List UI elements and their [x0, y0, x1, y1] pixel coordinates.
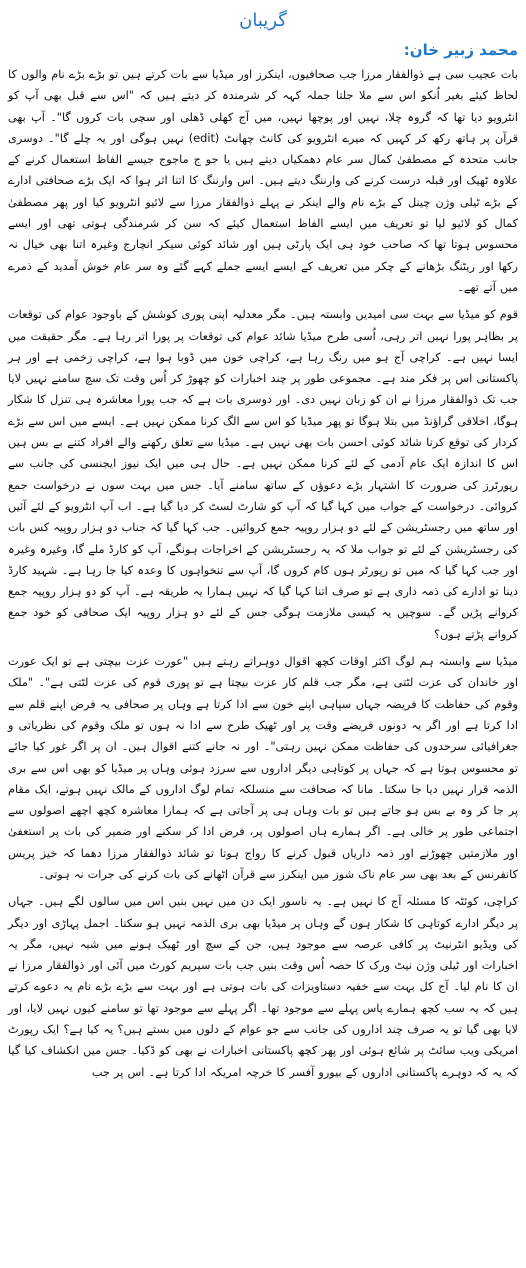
author-byline: محمد زبیر خان: — [403, 41, 518, 59]
paragraph: بات عجیب سی ہے ذوالفقار مرزا جب صحافیوں، اینکرز اور میڈیا سے بات کرتے ہیں تو بڑے بڑے نام والوں کا لحاظ کیئے بغیر اُنکو اس سے ملا جلتا جملہ کہہ کر شرمندہ کر دیتے ہیں کہ "اس سے قبل بھی آپ کو انٹرویو دیا تھا کہ گروہ چلا، نہیں اور پوچھا نہیں، میں آج کھلی ڈھلی اور سچی بات کروں گا"۔ آپ بھی قرآن پر ہاتھ رکھ کر کہیں کہ میرے انٹرویو کی کانٹ چھانٹ (edit) نہیں ہوگی اور یہ چلے گا"۔ دوسری جانب متحدہ کے مصطفیٰ کمال سر عام دھمکیاں دیتے ہیں یا جو ج ماجوج جیسے الفاظ استعمال کرنے کے علاوہ ٹھیک اور قبلہ درست کرنے کی وارننگ دیتے ہیں۔ اس وارننگ کا اتنا اثر ہوا کہ ایک بڑے صحافتی ادارے کے بڑے ٹیلی وژن چینل کے بڑے نام والے اینکر نے پہلے ذوالفقار مرزا سے لائیو انٹرویو کیا اور پھر مصطفیٰ کمال کو لائیو لیا تو تعریف میں ایسے الفاظ استعمال کیئے کہ سن کر شرمندگی ہوتی تھی اور ایسے محسوس ہوتا تھا کہ صاحب خود ہی ایک پارٹی ہیں اور شائد کوئی سیکر انچارج وغیرہ اتنا بھی خیال نہ رکھا اور ریٹنگ بڑھانے کے چکر میں تعریف کے ایسے ایسے جملے کہے گئے وہ سر عام خوش آمدید کے ذمرے میں آتے تھے۔ — [8, 68, 518, 294]
paragraph: میڈیا سے وابستہ ہم لوگ اکثر اوقات کچھ اقوال دوہراتے رہتے ہیں "عورت عزت بیچتی ہے تو ایک عورت اور خاندان کی عزت لٹتی ہے، مگر جب قلم کار عزت بیچتا ہے تو پوری قوم کی عزت لٹتی ہے"۔ "ملک وقوم کی حفاظت کا فریضہ جہاں سپاہی اپنے خون سے ادا کرتا ہے وہاں پر صحافی یہ فرض اپنے قلم سے ادا کرتا ہے اور اگر یہ دونوں فریضے وقت پر اور ٹھیک طرح سے ادا نہ ہوں تو ملک وقوم کی نظریاتی و جغرافیائی سرحدوں کی حفاظت ممکن نہیں رہتی"۔ اور نہ جانے کتنے اقوال ہیں۔ ان پر اگر غور کیا جائے تو محسوس ہوتا ہے کہ جہاں پر کوتاہی دیگر اداروں سے سرزد ہوئی وہاں پر میڈیا کو بھی اس سے بری الذمہ قرار نہیں دیا جا سکتا۔ مانا کہ صحافت سے منسلکہ تمام لوگ اداروں کے مالک نہیں ہوتے، ایک مقام پر جا کر وہ بے بس ہو جاتے ہیں تو بات وہاں ہی پر آجاتی ہے کہ ہمارا معاشرہ کچھ اچھے اصولوں سے اجتماعی طور پر خالی ہے۔ اگر ہمارے ہاں اصولوں پر، فرض ادا کر سکنے اور ضمیر کی بات پر استعفیٰ اور ملازمتیں چھوڑنے اور ذمہ داریاں قبول کرنے کا رواج ہوتا تو شائد ذوالفقار مرزا دھما کہ خیز پریس کانفرنس کے بعد بھی سر عام ناک شوز میں اینکرز سے قرآن اٹھانے کی بات کرنے کی جرات نہ ہوتی۔ — [8, 655, 518, 881]
paragraph: کراچی، کوئٹہ کا مسئلہ آج کا نہیں ہے۔ یہ ناسور ایک دن میں نہیں بنیں اس میں سالوں لگے ہیں۔ جہاں پر دیگر ادارے کوتاہی کا شکار ہوں گے وہاں پر میڈیا بھی بری الذمہ نہیں ہو سکتا۔ اجمل پہاڑی اور دیگر کی ویڈیو انٹرنیٹ پر کافی عرصہ سے موجود ہیں، جن کے سچ اور ٹھیک ہونے میں شبہ نہیں، مگر یہ اخبارات اور ٹیلی وژن نیٹ ورک کا حصہ اُس وقت بنیں جب بات سپریم کورٹ میں آئی اور ذوالفقار مرزا نے ان کا نام لیا۔ آج کل بہت سے خفیہ دستاویزات کی بات ہوتی ہے اور بہت سے بڑے بڑے نام یہ دعوے کرتے ہیں کہ یہ سب کچھ ہمارے پاس پہلے سے موجود تھا۔ اگر پہلے سے موجود تھا تو سامنے کیوں نہیں لایا، اور لایا بھی گیا تو یہ صرف چند اداروں کی جانب سے جو عوام کے دلوں میں بستے ہیں؟ یہ کیا ہے؟ ایک رپورٹ امریکی ویب سائٹ پر شائع ہوئی اور پھر کچھ پاکستانی اخبارات نے بھی کو ڈکیا۔ جس میں انکشاف کیا گیا کہ یہ کہ دوہرے پاکستانی اداروں کے بیورو آفسر کا خرچہ امریکہ ادا کرتا ہے۔ اس پر جب — [8, 895, 518, 1079]
article-title: گریبان — [239, 10, 287, 31]
paragraph: قوم کو میڈیا سے بہت سی امیدیں وابستہ ہیں۔ مگر معدلیہ اپنی پوری کوشش کے باوجود عوام کی توقعات پر بظاہر پورا نہیں اتر رہی، اُسی طرح میڈیا شائد عوام کی توقعات پر پورا اتر رہا ہے۔ مگر حقیقت میں ایسا نہیں ہے۔ کراچی آج ہو میں رنگ رہا ہے، کراچی خون میں ڈوبا ہوا ہے، کراچی زخمی ہے اور ہر پاکستانی اس پر فکر مند ہے۔ مجموعی طور پر چند اخبارات کو چھوڑ کر اُس وقت تک سچ سامنے نہیں لایا جب تک ذوالفقار مرزا نے ان کو زبان نہیں دی۔ اور دوسری بات ہے کہ جب پورا معاشرہ ہی تنزل کا شکار ہوگا، اخلاقی گراؤنڈ میں بتلا ہوگا تو پھر میڈیا کو اس سے الگ کرنا ممکن نہیں ہے۔ ایسے میں اس سے بڑے کردار کی توقع کرنا شائد کوئی احسن بات بھی نہیں ہے۔ میڈیا سے تعلق رکھنے والے افراد کتنے بے بس ہیں اس کا اندازہ ایک عام آدمی کے لئے کرنا ممکن نہیں ہے۔ حال ہی میں ایک نیوز ایجنسی کی جانب سے رپورٹرز کی ضرورت کا اشتہار بڑے دعوؤں کے ساتھ سامنے آیا۔ جس میں بہت سوں نے درخواست جمع کروائی۔ درخواست کے جواب میں کہا گیا کہ آپ کو شارٹ لسٹ کر دیا گیا ہے۔ اب آپ انٹرویو کے لئے آئیں اور ساتھ میں رجسٹریشن کے لئے دو ہزار روپیہ جمع کروائیں۔ جب کہا گیا کہ جناب دو ہزار روپیہ کس بات کی رجسٹریشن کے لئے تو جواب ملا کہ یہ رجسٹریشن کے اخراجات ہونگے، آپ کو کارڈ ملے گا، وغیرہ وغیرہ اور جب کہا گیا کہ میں تو رپورٹر ہوں کام کروں گا، آپ سے تنخواہوں کا وعدہ کیا جا رہا ہے۔ شہید کارڈ دینا تو ادارے کی ذمہ داری ہے تو صرف اتنا کہا گیا کہ نہیں ہمارا یہ طریقہ ہے۔ آپ کو دو ہزار روپیہ جمع کروانے پڑیں گے۔ سوچیں یہ کیسی ملازمت ہوگی جس کے لئے دو ہزار روپیہ ایک صحافی کو خود جمع کروانے پڑتے ہوں؟ — [8, 308, 518, 641]
